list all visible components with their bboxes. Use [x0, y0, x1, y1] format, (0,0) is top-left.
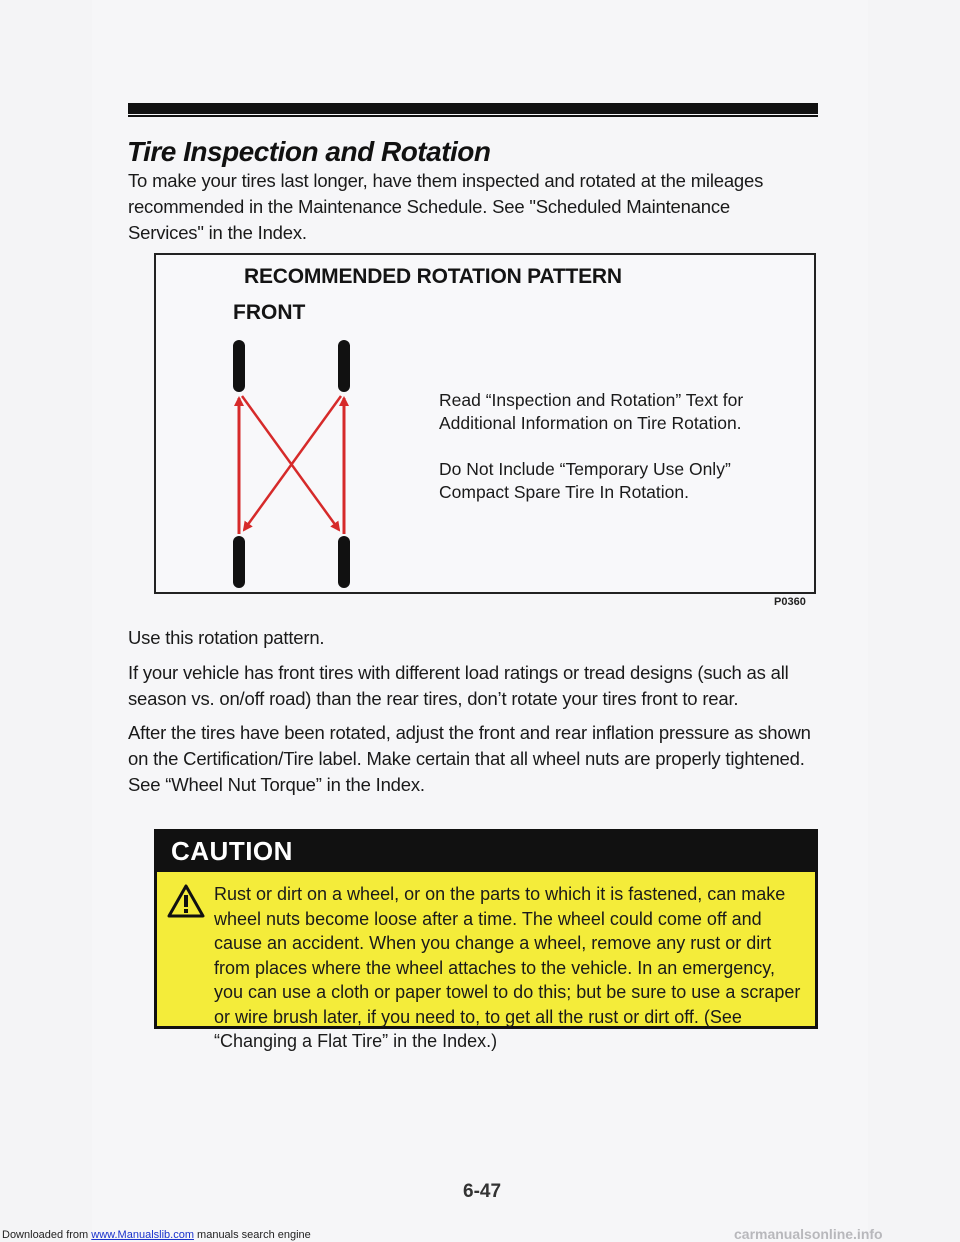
caution-box: [154, 829, 818, 1051]
page-number: 6-47: [463, 1181, 502, 1202]
rear-left-tire-icon: [233, 536, 245, 588]
page-title: Tire Inspection and Rotation: [127, 136, 491, 167]
download-footer: [2, 1229, 311, 1241]
manualslib-link[interactable]: www.Manualslib.com: [91, 1229, 194, 1241]
figure-heading: RECOMMENDED ROTATION PATTERN: [244, 265, 622, 288]
caution-header: [157, 832, 815, 872]
caution-text: Rust or dirt on a wheel, or on the parts to which it is fastened, can make wheel nuts become loose after a time. The wheel could come off and cause an accident. When you change a wheel, remove any rust or dirt from places where the wheel attaches to the vehicle. In an emergency, you can use a cloth or paper towel to do this; but be sure to use a scraper or wire brush later, if you need to, to get all the rust or dirt off. (See “Changing a Flat Tire” in the Index.): [214, 884, 801, 1051]
figure-note-spare: Do Not Include “Temporary Use Only” Compact Spare Tire In Rotation.: [439, 459, 731, 502]
rear-right-tire-icon: [338, 536, 350, 588]
footer-prefix: Downloaded from: [2, 1229, 92, 1241]
footer-suffix: manuals search engine: [193, 1229, 311, 1241]
rotation-diagram: [218, 340, 358, 590]
load-rating-paragraph: If your vehicle has front tires with different load ratings or tread designs (such as all season vs. on/off road) than the rear tires, don’t rotate your tires front to rear.: [128, 662, 789, 709]
arrow-front-left-to-rear-right: [242, 396, 339, 530]
front-left-tire-icon: [233, 340, 245, 392]
figure-code: P0360: [774, 596, 806, 608]
figure-note-inspection: Read “Inspection and Rotation” Text for Additional Information on Tire Rotation.: [439, 390, 744, 433]
front-label: FRONT: [233, 301, 306, 324]
caution-label: CAUTION: [171, 836, 293, 866]
arrow-front-right-to-rear-left: [244, 396, 341, 530]
intro-paragraph: To make your tires last longer, have them inspected and rotated at the mileages recommended in the Maintenance Schedule. See "Scheduled Maintenance Services" in the Index.: [128, 170, 764, 243]
use-pattern-text: Use this rotation pattern.: [128, 627, 325, 648]
rotation-figure: [154, 253, 816, 594]
top-rule: [128, 103, 818, 114]
warning-triangle-icon: [167, 884, 205, 918]
inflation-paragraph: After the tires have been rotated, adjust the front and rear inflation pressure as shown on the Certification/Tire label. Make certain that all wheel nuts are properly tightened. See “Wheel Nut Torque” in the Index.: [128, 722, 811, 795]
watermark: carmanualsonline.info: [734, 1226, 883, 1242]
front-right-tire-icon: [338, 340, 350, 392]
